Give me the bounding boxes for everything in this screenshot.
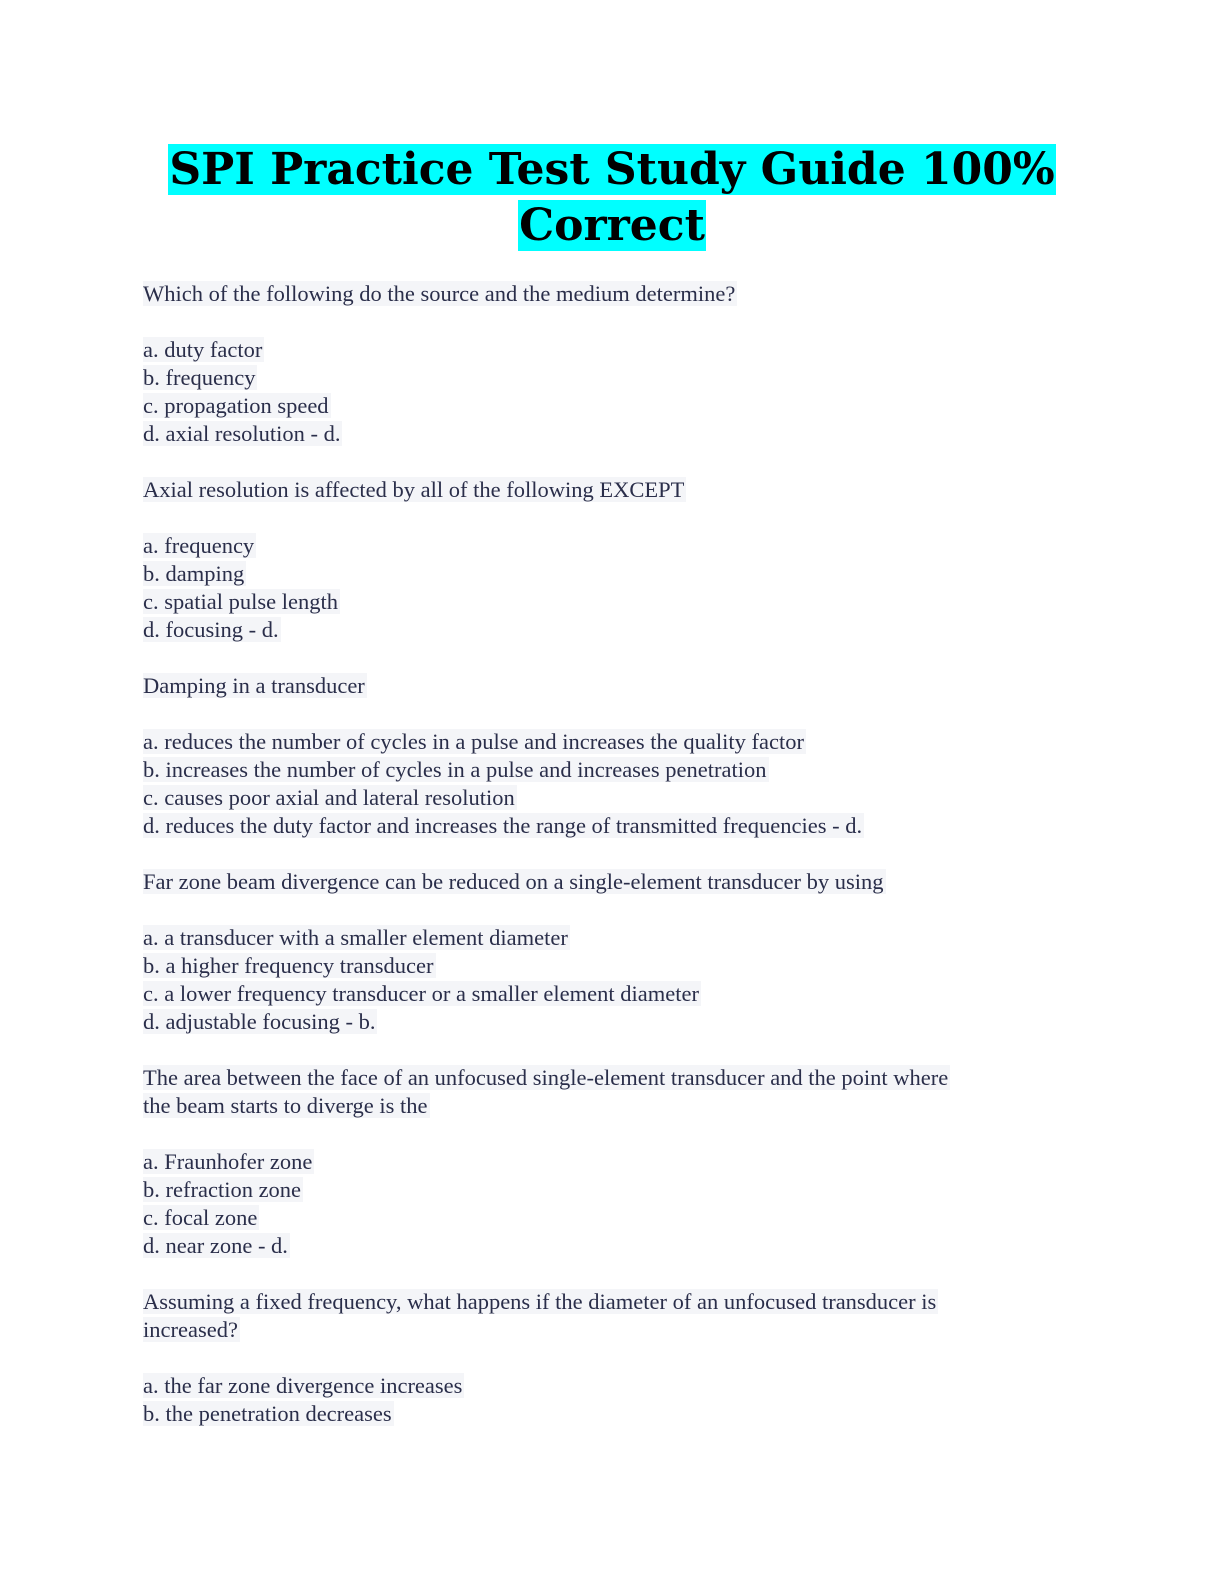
title-text-2: Correct (519, 200, 705, 251)
question-list (143, 280, 1083, 1428)
answer-option: b. a higher frequency transducer (143, 953, 434, 978)
question-block (143, 1288, 1083, 1428)
answer-option: b. damping (143, 561, 245, 586)
answer-option: b. refraction zone (143, 1177, 302, 1202)
answer-option: a. a transducer with a smaller element diameter (143, 925, 568, 950)
question-text: Which of the following do the source and the medium determine? (143, 281, 736, 306)
question-text: Axial resolution is affected by all of the following EXCEPT (143, 477, 685, 502)
question-block (143, 672, 1083, 868)
answer-option: a. duty factor (143, 337, 263, 362)
question-text: The area between the face of an unfocused single-element transducer and the point where (143, 1065, 949, 1090)
answer-option: c. propagation speed (143, 393, 329, 418)
title-text-1: SPI Practice Test Study Guide 100% (169, 144, 1055, 195)
question-block (143, 1064, 1083, 1288)
answer-option: d. near zone - d. (143, 1233, 288, 1258)
question-text: the beam starts to diverge is the (143, 1093, 428, 1118)
answer-option: a. reduces the number of cycles in a pulse and increases the quality factor (143, 729, 804, 754)
answer-option: b. the penetration decreases (143, 1401, 392, 1426)
question-text: increased? (143, 1317, 238, 1342)
question-block (143, 280, 1083, 476)
answer-option: c. spatial pulse length (143, 589, 338, 614)
answer-option: d. focusing - d. (143, 617, 279, 642)
question-text: Damping in a transducer (143, 673, 365, 698)
answer-option: d. adjustable focusing - b. (143, 1009, 376, 1034)
document-title-line-2 (0, 198, 1224, 254)
question-block (143, 476, 1083, 672)
question-text: Assuming a fixed frequency, what happens if the diameter of an unfocused transducer is (143, 1289, 937, 1314)
document-title-line-1 (0, 142, 1224, 198)
answer-option: c. a lower frequency transducer or a smaller element diameter (143, 981, 699, 1006)
answer-option: a. Fraunhofer zone (143, 1149, 313, 1174)
answer-option: b. frequency (143, 365, 256, 390)
answer-option: b. increases the number of cycles in a pulse and increases penetration (143, 757, 767, 782)
answer-option: a. the far zone divergence increases (143, 1373, 463, 1398)
question-text: Far zone beam divergence can be reduced on a single-element transducer by using (143, 869, 884, 894)
answer-option: a. frequency (143, 533, 255, 558)
question-block (143, 868, 1083, 1064)
answer-option: c. focal zone (143, 1205, 258, 1230)
answer-option: d. reduces the duty factor and increases the range of transmitted frequencies - d. (143, 813, 863, 838)
answer-option: c. causes poor axial and lateral resolution (143, 785, 515, 810)
answer-option: d. axial resolution - d. (143, 421, 341, 446)
